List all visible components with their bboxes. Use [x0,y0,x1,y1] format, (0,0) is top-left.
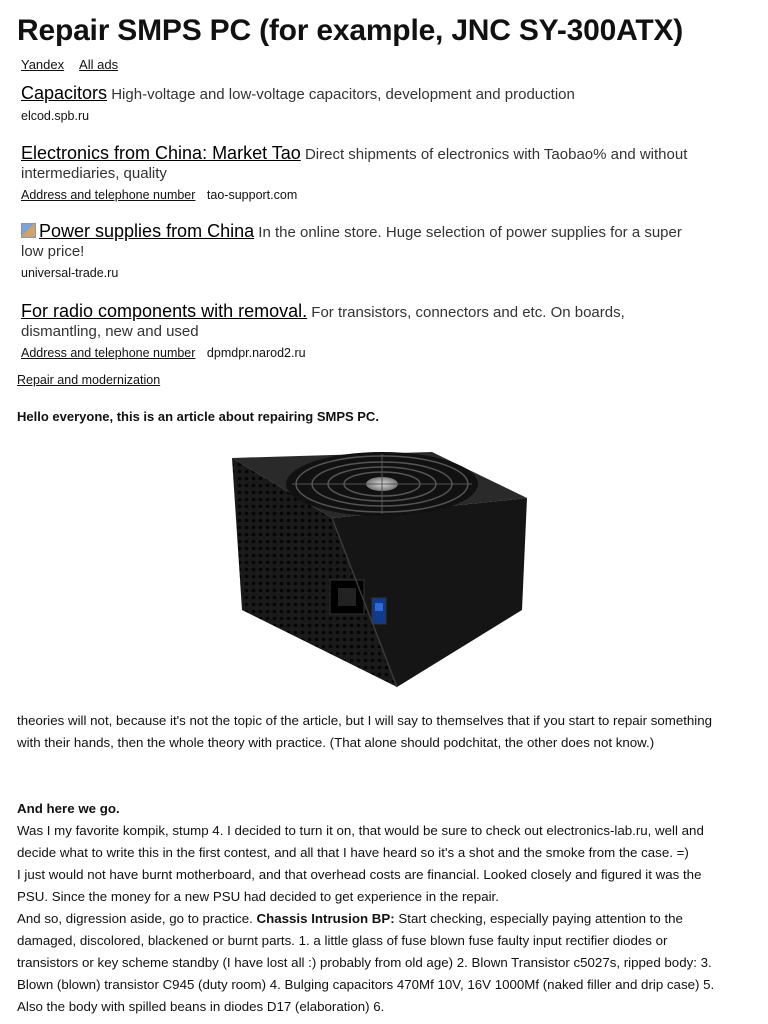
favicon-icon [21,223,36,238]
nav-link-all-ads[interactable]: All ads [79,57,119,72]
ad-title-link[interactable]: For radio components with removal. [21,301,308,321]
ad-text: Direct shipments of electronics with Taobao% and without intermediaries, quality [21,146,688,182]
category-link[interactable]: Repair and modernization [17,373,161,387]
article-paragraph [17,908,717,1018]
ad-domain-text: tao-support.com [206,188,298,202]
article-heading: And here we go. [17,801,120,816]
article-bold-text: Chassis Intrusion BP: [256,911,395,926]
article-text: And so, digression aside, go to practice. [17,911,253,926]
ad-contact-link[interactable]: Address and telephone number [21,346,196,360]
ad-title-link[interactable]: Electronics from China: Market Tao [21,143,301,163]
article-text: Start checking, especially paying attention to the damaged, discolored, blackened or burnt parts. 1. a little glass of fuse blown fuse faulty input rectifier diodes or transistors or key scheme standby (I have lost all :) probably from old age) 2. Blown Transistor c5027s, ripped body: 3. Blown (blown) transistor C945 (duty room) 4. Bulging capacitors 470Mf 10V, 16V 1000Mf (naked filler and drip case) 5. Also the body with spilled beans in diodes D17 (elaboration) 6. [17,911,715,1014]
ad-title-link[interactable]: Power supplies from China [39,221,255,241]
ad-domain [21,107,701,126]
ad-text: In the online store. Huge selection of power supplies for a super low price! [21,224,682,260]
nav-link-yandex[interactable]: Yandex [21,57,65,72]
ad-text: High-voltage and low-voltage capacitors, development and production [111,86,575,103]
ad-block [21,144,701,205]
top-nav [21,57,130,72]
ad-block [21,84,701,126]
page-title: Repair SMPS PC (for example, JNC SY-300ATX) [17,14,684,47]
ad-title-link[interactable]: Capacitors [21,83,108,103]
ad-domain [21,344,701,363]
ad-block [21,302,701,363]
article-body [17,820,717,1018]
article-paragraph: theories will not, because it's not the topic of the article, but I will say to themselves that if you start to repair something with their hands, then the whole theory with practice. (That alone should podchitat, the other does not know.) [17,713,713,750]
ad-domain-text: dpmdpr.narod2.ru [206,346,306,360]
article-paragraph: Was I my favorite kompik, stump 4. I decided to turn it on, that would be sure to check out electronics-lab.ru, well and decide what to write this in the first contest, and all that I have heard so it's a shot and the smoke from the case. =) [17,823,704,860]
ad-contact-link[interactable]: Address and telephone number [21,188,196,202]
ad-domain-text: universal-trade.ru [21,266,119,280]
ad-text: For transistors, connectors and etc. On boards, dismantling, new and used [21,304,625,340]
psu-image [222,440,542,695]
ad-domain [21,186,701,205]
ad-domain-text: elcod.spb.ru [21,109,90,123]
article-intro: Hello everyone, this is an article about repairing SMPS PC. [17,409,379,424]
category-breadcrumb [17,373,160,387]
ad-block [21,222,701,283]
article-paragraph: I just would not have burnt motherboard, and that overhead costs are financial. Looked closely and figured it was the PSU. Since the money for a new PSU had decided to get experience in the repair. [17,867,702,904]
ad-domain [21,264,701,283]
